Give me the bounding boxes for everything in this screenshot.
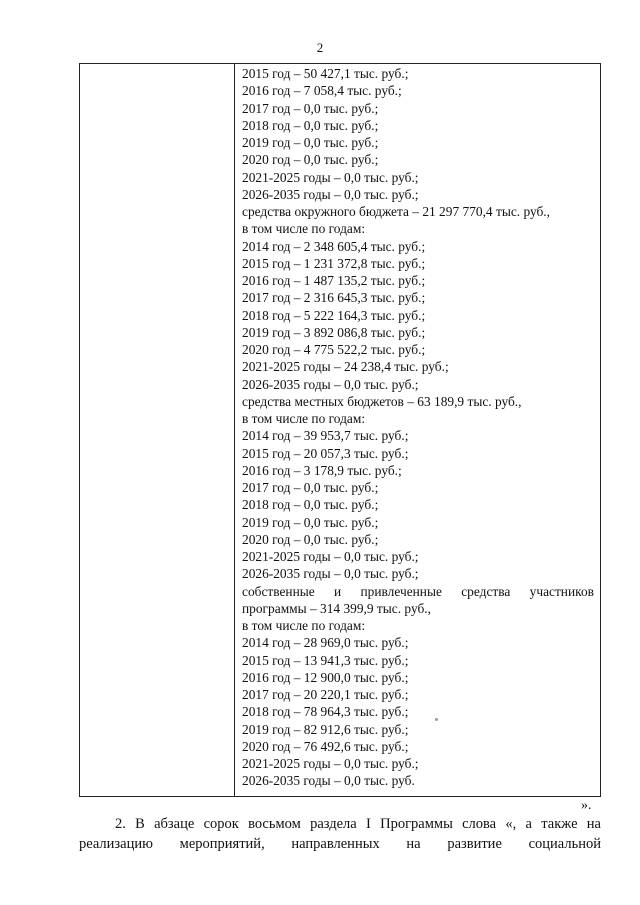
page-number: 2 — [316, 40, 324, 55]
funding-line: собственные и привлеченные средства участников — [242, 583, 594, 599]
scan-speck — [435, 718, 438, 721]
funding-line: 2020 год – 76 492,6 тыс. руб.; — [242, 738, 409, 754]
funding-line: 2021-2025 годы – 24 238,4 тыс. руб.; — [242, 359, 449, 375]
paragraph-line-2: реализацию мероприятий, направленных на развитие социальной — [79, 836, 601, 852]
closing-quote: ». — [581, 798, 592, 813]
funding-line: 2019 год – 0,0 тыс. руб.; — [242, 514, 379, 530]
funding-line: 2017 год – 2 316 645,3 тыс. руб.; — [242, 290, 426, 306]
funding-line: 2017 год – 0,0 тыс. руб.; — [242, 100, 379, 116]
table-column-divider — [234, 64, 235, 796]
funding-line: в том числе по годам: — [242, 411, 366, 426]
funding-line: 2021-2025 годы – 0,0 тыс. руб.; — [242, 169, 419, 185]
funding-line: 2014 год – 28 969,0 тыс. руб.; — [242, 635, 409, 651]
funding-line: 2016 год – 1 487 135,2 тыс. руб.; — [242, 273, 426, 288]
funding-line: 2019 год – 82 912,6 тыс. руб.; — [242, 721, 409, 737]
funding-line: 2020 год – 0,0 тыс. руб.; — [242, 531, 379, 547]
funding-line: 2018 год – 0,0 тыс. руб.; — [242, 497, 379, 513]
funding-line: 2015 год – 13 941,3 тыс. руб.; — [242, 652, 409, 668]
funding-lines-cell — [242, 65, 594, 790]
funding-line: 2020 год – 4 775 522,2 тыс. руб.; — [242, 342, 426, 357]
funding-line: 2016 год – 7 058,4 тыс. руб.; — [242, 83, 402, 99]
funding-line: 2017 год – 0,0 тыс. руб.; — [242, 480, 379, 495]
funding-line: 2015 год – 50 427,1 тыс. руб.; — [242, 66, 409, 81]
funding-line: 2019 год – 3 892 086,8 тыс. руб.; — [242, 324, 426, 340]
funding-line: 2018 год – 78 964,3 тыс. руб.; — [242, 704, 409, 720]
funding-line: 2016 год – 3 178,9 тыс. руб.; — [242, 462, 402, 478]
funding-line: средства местных бюджетов – 63 189,9 тыс. руб., — [242, 393, 522, 409]
funding-line: 2018 год – 0,0 тыс. руб.; — [242, 117, 379, 133]
funding-line: 2026-2035 годы – 0,0 тыс. руб.; — [242, 566, 419, 582]
funding-line: 2020 год – 0,0 тыс. руб.; — [242, 152, 379, 168]
funding-line: 2018 год – 5 222 164,3 тыс. руб.; — [242, 307, 426, 323]
funding-line: 2026-2035 годы – 0,0 тыс. руб.; — [242, 186, 419, 202]
funding-line: 2021-2025 годы – 0,0 тыс. руб.; — [242, 549, 419, 564]
funding-line: в том числе по годам: — [242, 221, 366, 237]
funding-line: 2015 год – 20 057,3 тыс. руб.; — [242, 445, 409, 461]
funding-line: 2019 год – 0,0 тыс. руб.; — [242, 135, 379, 150]
funding-line: 2015 год – 1 231 372,8 тыс. руб.; — [242, 255, 426, 271]
funding-line: 2014 год – 39 953,7 тыс. руб.; — [242, 428, 409, 444]
funding-line: 2014 год – 2 348 605,4 тыс. руб.; — [242, 238, 426, 254]
paragraph-line-1: 2. В абзаце сорок восьмом раздела I Программы слова «, а также на — [115, 816, 601, 832]
funding-line: 2017 год – 20 220,1 тыс. руб.; — [242, 687, 409, 702]
funding-line: 2016 год – 12 900,0 тыс. руб.; — [242, 669, 409, 685]
funding-line: средства окружного бюджета – 21 297 770,4 тыс. руб., — [242, 204, 551, 219]
funding-line: программы – 314 399,9 тыс. руб., — [242, 600, 431, 616]
funding-line: 2026-2035 годы – 0,0 тыс. руб. — [242, 773, 415, 789]
funding-line: 2021-2025 годы – 0,0 тыс. руб.; — [242, 756, 419, 771]
funding-line: в том числе по годам: — [242, 618, 366, 633]
funding-line: 2026-2035 годы – 0,0 тыс. руб.; — [242, 376, 419, 392]
funding-table — [79, 63, 601, 797]
